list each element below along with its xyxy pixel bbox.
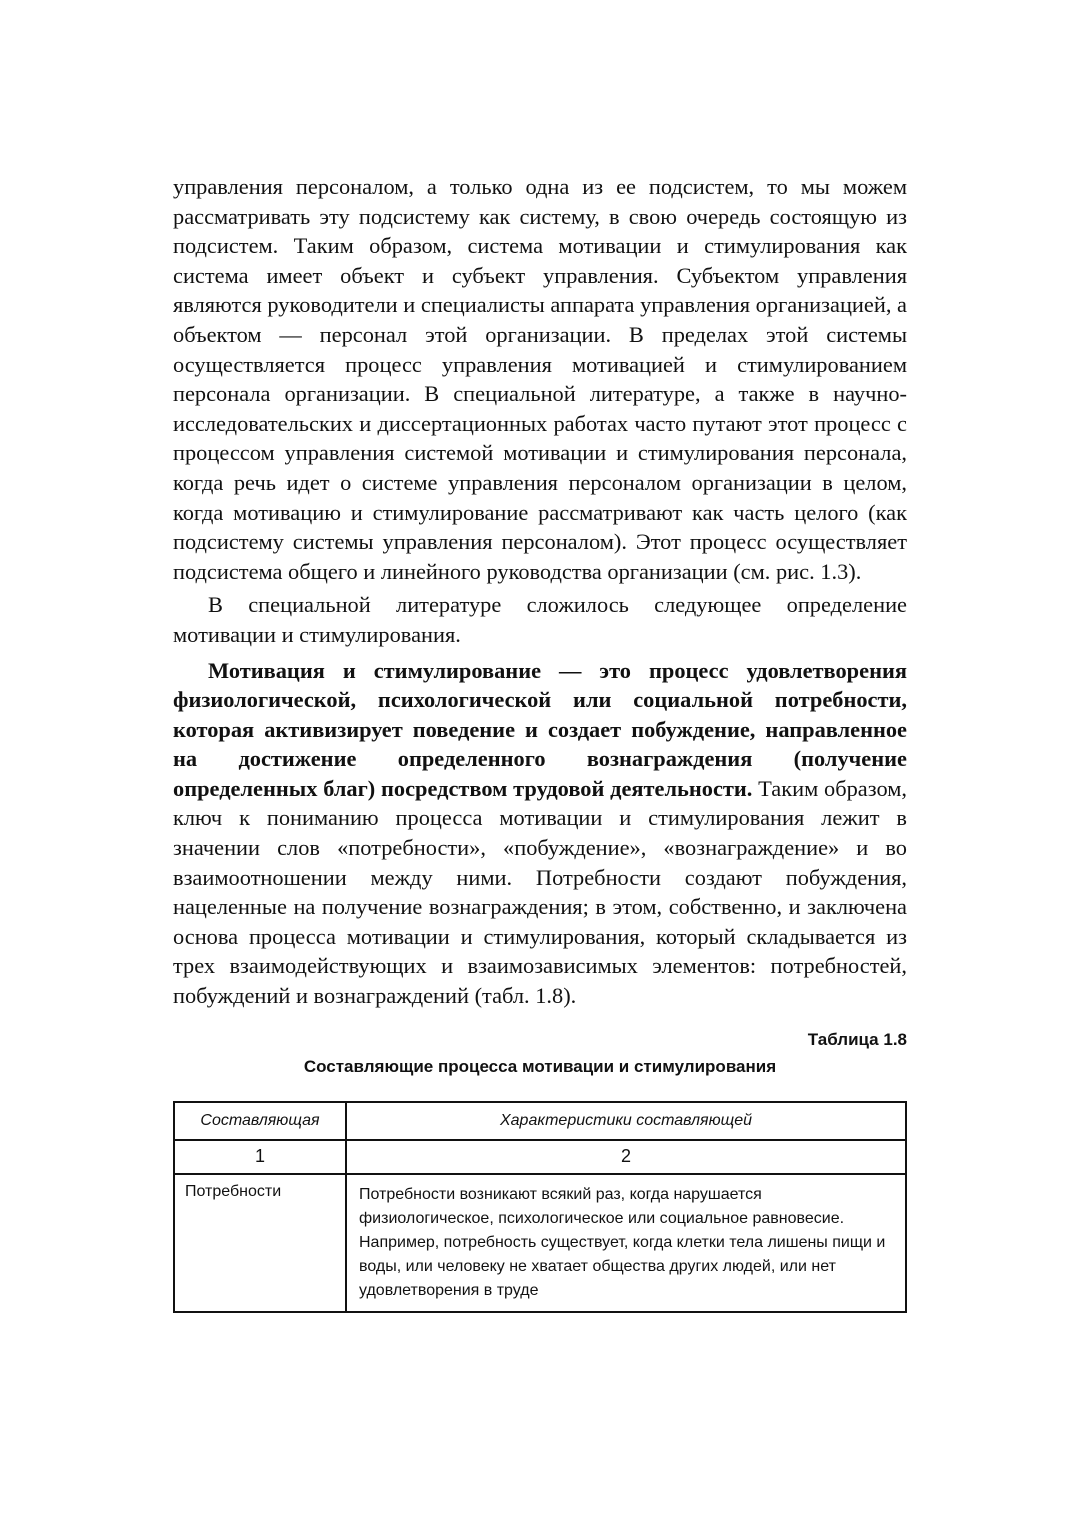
definition-explanation-text: Таким образом, ключ к пониманию процесса мотивации и стимулирования лежит в значении слов «потребности», «побуждение», «вознаграждение» и во взаимоотношении между ними. Потребности создают побуждения, нацеленные на получение вознаграждения; в этом, собственно, и заключена основа процесса мотивации и стимулирования, который складывается из трех взаимодействующих и взаимозависимых элементов: потребностей, побуждений и вознаграждений (табл. 1.8). <box>173 775 907 1009</box>
table-row <box>174 1174 906 1312</box>
table-number-row <box>174 1140 906 1174</box>
table-title: Составляющие процесса мотивации и стимулирования <box>303 1056 777 1076</box>
table-header-component: Составляющая <box>174 1102 346 1140</box>
table-header-row <box>174 1102 906 1140</box>
table-header-characteristics: Характеристики составляющей <box>346 1102 906 1140</box>
components-table <box>173 1101 907 1313</box>
table-column-number-1: 1 <box>174 1140 346 1174</box>
table-column-number-2: 2 <box>346 1140 906 1174</box>
paragraph-intro: управления персоналом, а только одна из ее подсистем, то мы можем рассматривать эту подсистему как систему, в свою очередь состоящую из подсистем. Таким образом, система мотивации и стимулирования как система имеет объект и субъект управления. Субъектом управления являются руководители и специалисты аппарата управления организацией, а объектом — персонал этой организации. В пределах этой системы осуществляется процесс управления мотивацией и стимулированием персонала организации. В специальной литературе, а также в научно-исследовательских и диссертационных работах часто путают этот процесс с процессом управления системой мотивации и стимулирования персонала, когда речь идет о системе управления персоналом организации в целом, когда мотивацию и стимулирование рассматривают как часть целого (как подсистему системы управления персоналом). Этот процесс осуществляет подсистема общего и линейного руководства организации (см. рис. 1.3). <box>173 174 907 584</box>
table-cell-description: Потребности возникают всякий раз, когда нарушается физиологическое, психологическое или социальное равновесие. Например, потребность существует, когда клетки тела лишены пищи и воды, или человеку не хватает общества других людей, или нет удовлетворения в труде <box>346 1174 906 1312</box>
document-page <box>173 172 907 1313</box>
definition-bold-text: Мотивация и стимулирование — это процесс удовлетворения физиологической, психологической или социальной потребности, которая активизирует поведение и создает побуждение, направленное на достижение определенного вознаграждения (получение определенных благ) посредством трудовой деятельности. <box>173 657 907 801</box>
table-label: Таблица 1.8 <box>807 1029 907 1049</box>
paragraph-definition <box>173 656 907 1011</box>
table-cell-component: Потребности <box>174 1174 346 1312</box>
paragraph-definition-lead: В специальной литературе сложилось следующее определение мотивации и стимулирования. <box>173 592 907 647</box>
